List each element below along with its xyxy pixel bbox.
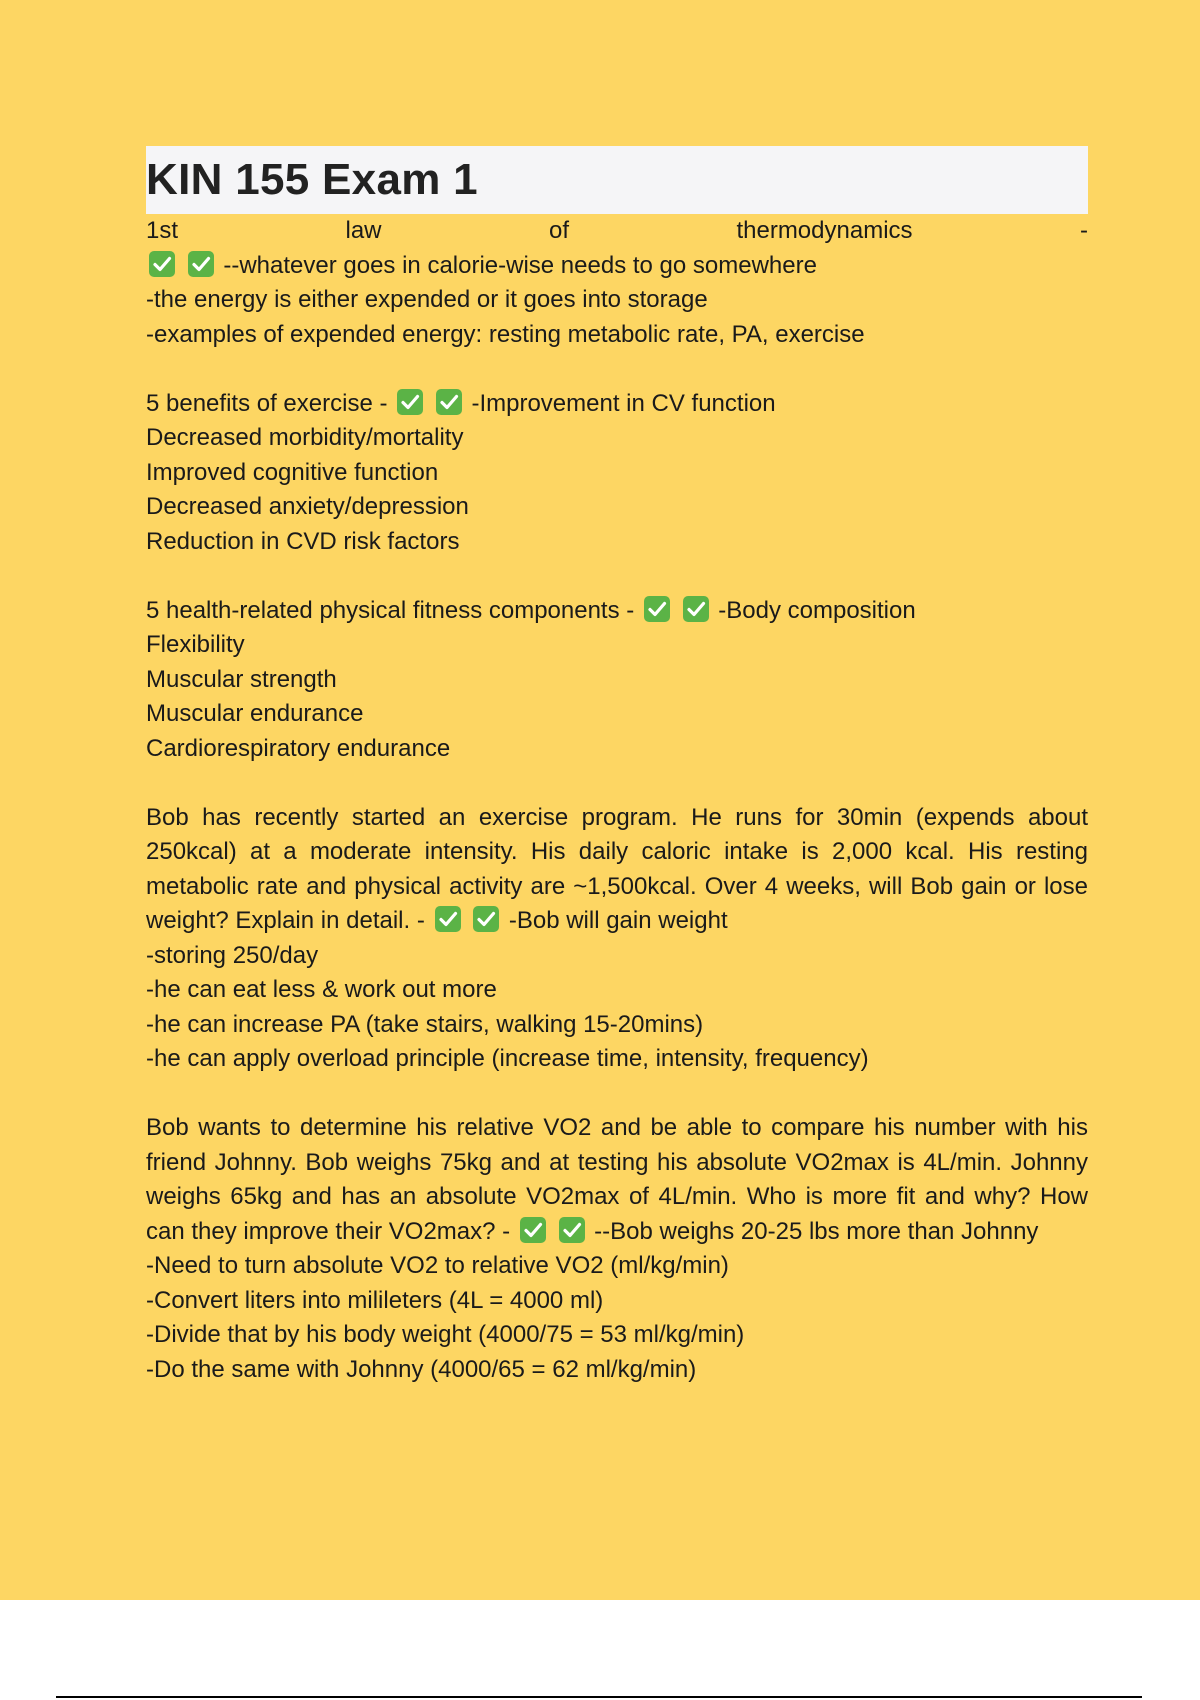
footer-divider — [56, 1696, 1142, 1698]
answer-line: -he can increase PA (take stairs, walking 15-20mins) — [146, 1010, 704, 1038]
answer-text: -Improvement in CV function — [471, 389, 776, 417]
answer-line: Cardiorespiratory endurance — [146, 734, 451, 762]
answer-text: -Body composition — [718, 596, 916, 624]
answer-line: Flexibility — [146, 631, 245, 658]
answer-line: -he can apply overload principle (increase time, intensity, frequency) — [146, 1045, 869, 1072]
answer-text: --whatever goes in calorie-wise needs to go somewhere — [223, 251, 817, 279]
question-text: 1st law of thermodynamics - — [146, 217, 1088, 244]
answer-line: -the energy is either expended or it goes into storage — [146, 286, 708, 313]
check-mark-button-icon — [396, 388, 424, 416]
check-mark-button-icon — [682, 595, 710, 623]
answer-line: -Do the same with Johnny (4000/65 = 62 ml/kg/min) — [146, 1355, 697, 1383]
question-answer-line — [146, 594, 1088, 629]
answer-marker — [432, 907, 728, 934]
answer-text: --Bob weighs 20-25 lbs more than Johnny — [594, 1217, 1039, 1245]
flashcard — [146, 801, 1088, 1077]
question-answer-line — [146, 214, 1088, 283]
answer-line: Muscular endurance — [146, 700, 364, 727]
check-mark-button-icon — [472, 905, 500, 933]
answer-line: Muscular strength — [146, 665, 337, 693]
check-mark-button-icon — [435, 388, 463, 416]
check-mark-button-icon — [148, 250, 176, 278]
answer-marker — [641, 597, 916, 624]
flashcard — [146, 1111, 1088, 1387]
title-bar — [146, 146, 1088, 214]
answer-marker — [517, 1218, 1039, 1245]
flashcard — [146, 387, 1088, 560]
question-answer-line — [146, 1111, 1088, 1249]
answer-marker — [146, 252, 817, 279]
flashcard — [146, 594, 1088, 767]
check-mark-button-icon — [187, 250, 215, 278]
check-mark-button-icon — [558, 1216, 586, 1244]
question-answer-line — [146, 387, 1088, 422]
answer-line: -examples of expended energy: resting metabolic rate, PA, exercise — [146, 320, 865, 348]
check-mark-button-icon — [434, 905, 462, 933]
answer-line: Decreased morbidity/mortality — [146, 424, 464, 451]
answer-text: -Bob will gain weight — [508, 907, 728, 934]
answer-line: Decreased anxiety/depression — [146, 493, 469, 520]
answer-marker — [394, 390, 775, 417]
document-content — [146, 146, 1088, 1387]
answer-line: -he can eat less & work out more — [146, 976, 497, 1003]
page-title: KIN 155 Exam 1 — [146, 155, 478, 204]
question-answer-line — [146, 801, 1088, 939]
question-text: 5 health-related physical fitness components - — [146, 596, 641, 624]
answer-line: Improved cognitive function — [146, 458, 439, 486]
answer-line: Reduction in CVD risk factors — [146, 527, 460, 555]
flashcard — [146, 214, 1088, 352]
answer-line: -storing 250/day — [146, 941, 319, 969]
check-mark-button-icon — [519, 1216, 547, 1244]
question-text: Bob has recently started an exercise program. He runs for 30min (expends about 250kcal) at a moderate intensity. His daily caloric intake is 2,000 kcal. His resting metabolic rate and physical activity are ~1,500kcal. Over 4 weeks, will Bob gain or lose weight? Explain in detail. - — [146, 803, 1088, 934]
answer-line: -Convert liters into milileters (4L = 4000 ml) — [146, 1286, 604, 1314]
answer-line: -Divide that by his body weight (4000/75 = 53 ml/kg/min) — [146, 1321, 745, 1348]
question-text: 5 benefits of exercise - — [146, 389, 395, 417]
question-text: Bob wants to determine his relative VO2 and be able to compare his number with his friend Johnny. Bob weighs 75kg and at testing his absolute VO2max is 4L/min. Johnny weighs 65kg and has an absolute VO2max of 4L/min. Who is more fit and why? How can they improve their VO2max? - — [146, 1114, 1088, 1245]
flashcard-list — [146, 214, 1088, 1387]
check-mark-button-icon — [643, 595, 671, 623]
answer-line: -Need to turn absolute VO2 to relative VO2 (ml/kg/min) — [146, 1252, 729, 1279]
